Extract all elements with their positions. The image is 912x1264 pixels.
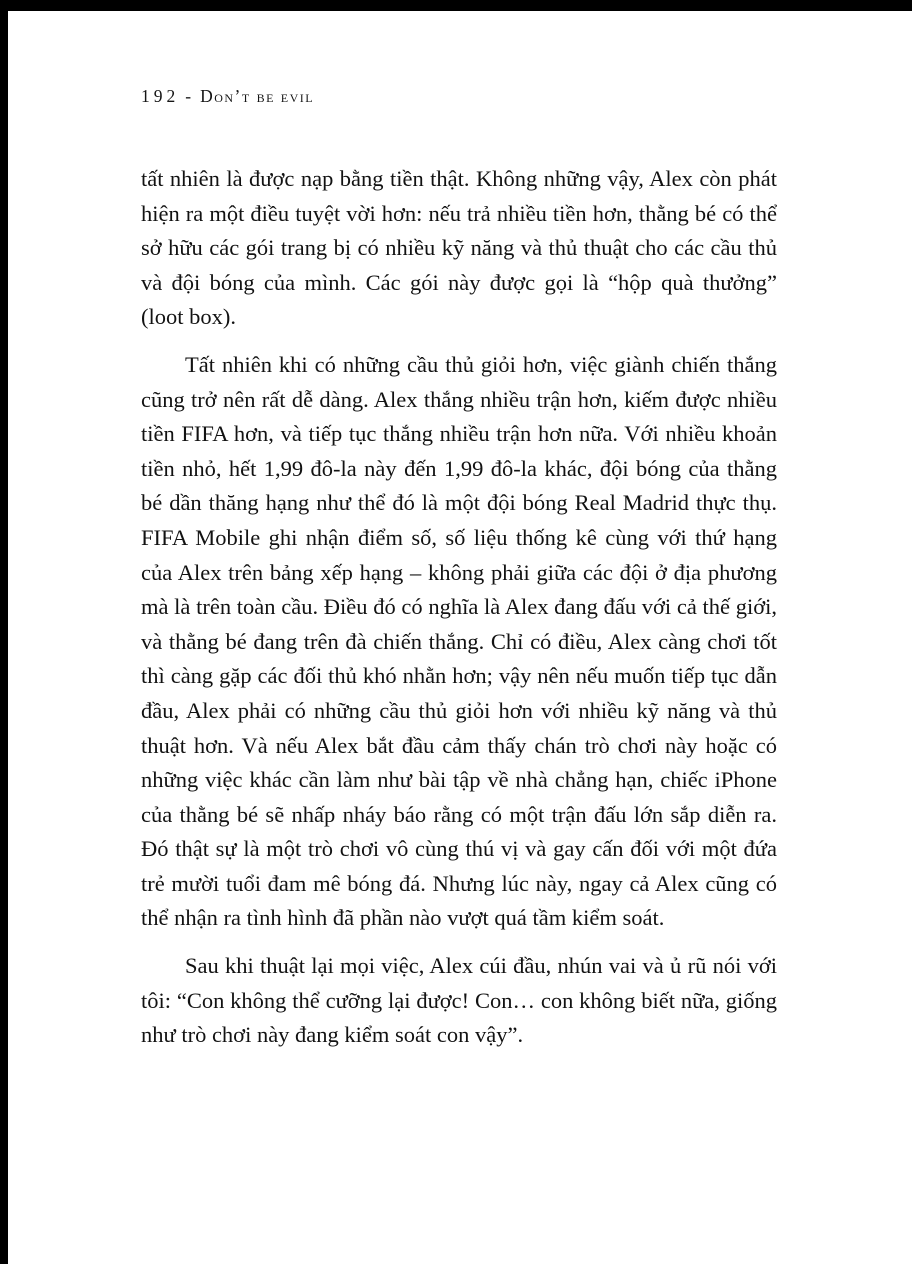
page-number: 192: [141, 86, 180, 106]
paragraph: tất nhiên là được nạp bằng tiền thật. Không những vậy, Alex còn phát hiện ra một điều tuyệt vời hơn: nếu trả nhiều tiền hơn, thằng bé có thể sở hữu các gói trang bị có nhiều kỹ năng và thủ thuật cho các cầu thủ và đội bóng của mình. Các gói này được gọi là “hộp quà thưởng” (loot box).: [141, 166, 777, 330]
page-edge-top: [0, 0, 912, 11]
page-text: [141, 162, 777, 1066]
paragraph: Sau khi thuật lại mọi việc, Alex cúi đầu, nhún vai và ủ rũ nói với tôi: “Con không thể cưỡng lại được! Con… con không biết nữa, giống như trò chơi này đang kiểm soát con vậy”.: [141, 953, 777, 1048]
running-header: [141, 86, 314, 107]
book-title: Don’t be evil: [200, 86, 315, 106]
paragraph: Tất nhiên khi có những cầu thủ giỏi hơn, việc giành chiến thắng cũng trở nên rất dễ dàng. Alex thắng nhiều trận hơn, kiếm được nhiều tiền FIFA hơn, và tiếp tục thắng nhiều trận hơn nữa. Với nhiều khoản tiền nhỏ, hết 1,99 đô-la này đến 1,99 đô-la khác, đội bóng của thằng bé dần thăng hạng như thể đó là một đội bóng Real Madrid thực thụ. FIFA Mobile ghi nhận điểm số, số liệu thống kê cùng với thứ hạng của Alex trên bảng xếp hạng – không phải giữa các đội ở địa phương mà là trên toàn cầu. Điều đó có nghĩa là Alex đang đấu với cả thế giới, và thằng bé đang trên đà chiến thắng. Chỉ có điều, Alex càng chơi tốt thì càng gặp các đối thủ khó nhằn hơn; vậy nên nếu muốn tiếp tục dẫn đầu, Alex phải có những cầu thủ giỏi hơn với nhiều kỹ năng và thủ thuật hơn. Và nếu Alex bắt đầu cảm thấy chán trò chơi này hoặc có những việc khác cần làm như bài tập về nhà chẳng hạn, chiếc iPhone của thằng bé sẽ nhấp nháy báo rằng có một trận đấu lớn sắp diễn ra. Đó thật sự là một trò chơi vô cùng thú vị và gay cấn đối với một đứa trẻ mười tuổi đam mê bóng đá. Nhưng lúc này, ngay cả Alex cũng có thể nhận ra tình hình đã phần nào vượt quá tầm kiểm soát.: [141, 351, 777, 931]
header-separator: -: [185, 86, 195, 106]
page-edge-left: [0, 0, 8, 1264]
